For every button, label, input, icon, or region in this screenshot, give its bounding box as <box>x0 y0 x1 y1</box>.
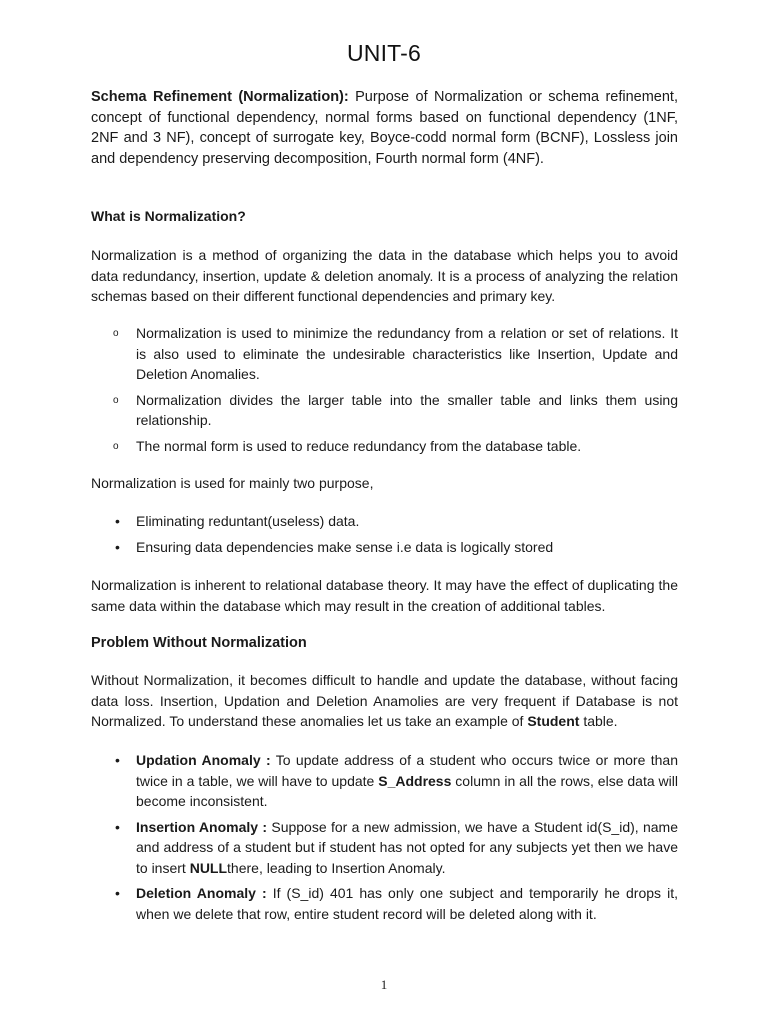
purpose-intro: Normalization is used for mainly two purpose, <box>91 475 374 491</box>
list-item: o Normalization divides the larger table into the smaller table and links them using relationship. <box>113 391 678 428</box>
normalization-definition: Normalization is a method of organizing the data in the database which helps you to avoid data redundancy, insertion, update & deletion anomaly. It is a process of analyzing the relation schemas based on their different functional dependencies and primary key. <box>91 247 678 304</box>
purpose-list <box>91 511 678 562</box>
bullet-icon: • <box>115 818 120 835</box>
intro-paragraph <box>91 87 678 169</box>
anomaly-item-insertion: • Insertion Anomaly : Suppose for a new admission, we have a Student id(S_id), name and address of a student but if student has not opted for any subjects yet then we have to insert NULLthere, leading to Insertion Anomaly. <box>115 818 678 876</box>
bullet-icon: • <box>115 513 120 529</box>
normalization-points-list <box>91 323 678 461</box>
anomaly-item-deletion: • Deletion Anomaly : If (S_id) 401 has only one subject and temporarily he drops it, when we delete that row, entire student record will be deleted along with it. <box>115 885 678 922</box>
circle-bullet-icon: o <box>113 328 119 339</box>
section-heading-problem: Problem Without Normalization <box>91 635 307 651</box>
inherent-paragraph: Normalization is inherent to relational database theory. It may have the effect of duplicating the same data within the database which may result in the creation of additional tables. <box>91 577 678 614</box>
list-item: o Normalization is used to minimize the redundancy from a relation or set of relations. It is also used to eliminate the undesirable characteristics like Insertion, Update and Deletion Anomalies. <box>113 325 678 382</box>
list-item: • Ensuring data dependencies make sense i.e data is logically stored <box>91 537 678 558</box>
anomalies-list <box>91 750 678 929</box>
bullet-icon: • <box>115 885 120 901</box>
circle-bullet-icon: o <box>113 440 119 452</box>
circle-bullet-icon: o <box>113 394 119 406</box>
intro-text: Purpose of Normalization or schema refinement, concept of functional dependency, normal forms based on functional dependency (1NF, 2NF and 3 NF), concept of surrogate key, Boyce-codd normal form (BCNF), Lossless join and dependency preserving decomposition, Fourth normal form (4NF). <box>91 89 678 167</box>
intro-heading: Schema Refinement (Normalization): <box>91 89 349 105</box>
page-number: 1 <box>380 977 388 992</box>
list-item: o The normal form is used to reduce redundancy from the database table. <box>91 436 678 457</box>
problem-paragraph: Without Normalization, it becomes difficult to handle and update the database, without facing data loss. Insertion, Updation and Deletion Anamolies are very frequent if Database is not Normalized. To understand these anomalies let us take an example of Student table. <box>91 672 678 729</box>
anomaly-item-updation: • Updation Anomaly : To update address of a student who occurs twice or more than twice in a table, we will have to update S_Address column in all the rows, else data will become inconsistent. <box>115 752 679 809</box>
bullet-icon: • <box>115 538 120 555</box>
bullet-icon: • <box>115 752 120 768</box>
list-item: • Eliminating reduntant(useless) data. <box>91 511 678 532</box>
student-keyword: Student <box>527 713 580 729</box>
page-title: UNIT-6 <box>346 40 422 66</box>
section-heading-what-is-normalization: What is Normalization? <box>91 208 246 224</box>
